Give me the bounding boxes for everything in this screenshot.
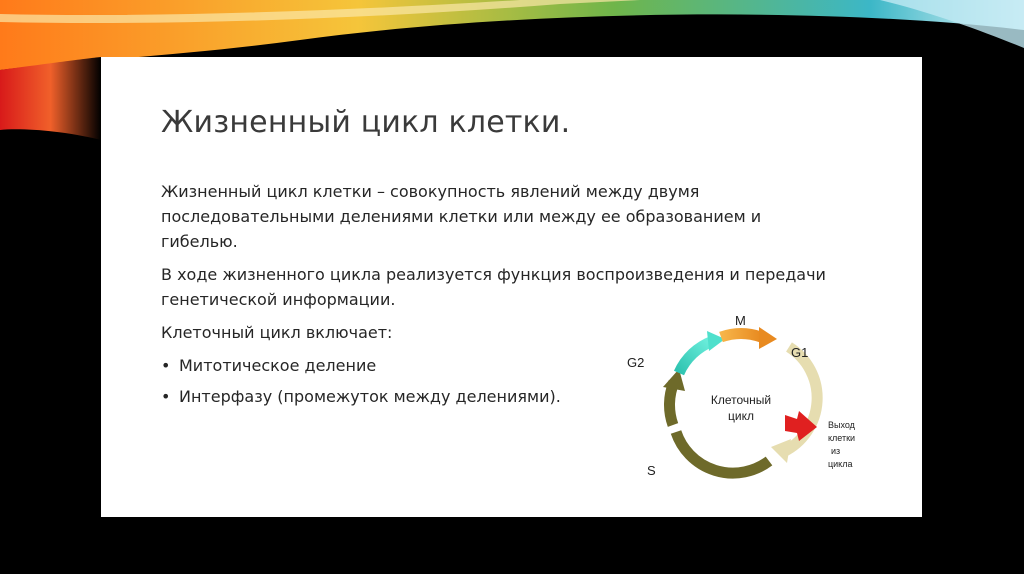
bullet-marker: • [161, 356, 171, 375]
list-item-text: Митотическое деление [179, 356, 377, 375]
includes-paragraph: Клеточный цикл включает: [161, 323, 393, 342]
exit-label-line1: Выход [828, 420, 855, 430]
g2-arc [679, 341, 713, 373]
cycle-center-line1: Клеточный [710, 393, 772, 407]
phase-g2-label: G2 [627, 355, 645, 370]
cell-cycle-diagram [621, 307, 881, 507]
function-paragraph: В ходе жизненного цикла реализуется функция воспроизведения и передачи генетической информации. [161, 265, 826, 309]
cycle-center-line2: цикл [728, 409, 754, 423]
exit-label-line2: клетки [828, 433, 856, 443]
m-arc [721, 334, 761, 337]
exit-label-line3: из [831, 446, 841, 456]
s-arc [676, 432, 769, 473]
m-arrowhead [759, 327, 777, 349]
list-item-text: Интерфазу (промежуток между делениями). [179, 387, 561, 406]
exit-label-line4: цикла [828, 459, 853, 469]
phase-s-label: S [647, 463, 656, 478]
phase-m-label: M [735, 313, 746, 328]
slide-card [101, 57, 922, 517]
phase-g1-label: G1 [791, 345, 809, 360]
bullet-marker: • [161, 387, 171, 406]
g1-arrowhead [771, 439, 791, 463]
definition-paragraph: Жизненный цикл клетки – совокупность явлений между двумя последовательными делениями клетки или между ее образованием и гибелью. [161, 182, 762, 251]
slide-title: Жизненный цикл клетки. [161, 105, 571, 140]
